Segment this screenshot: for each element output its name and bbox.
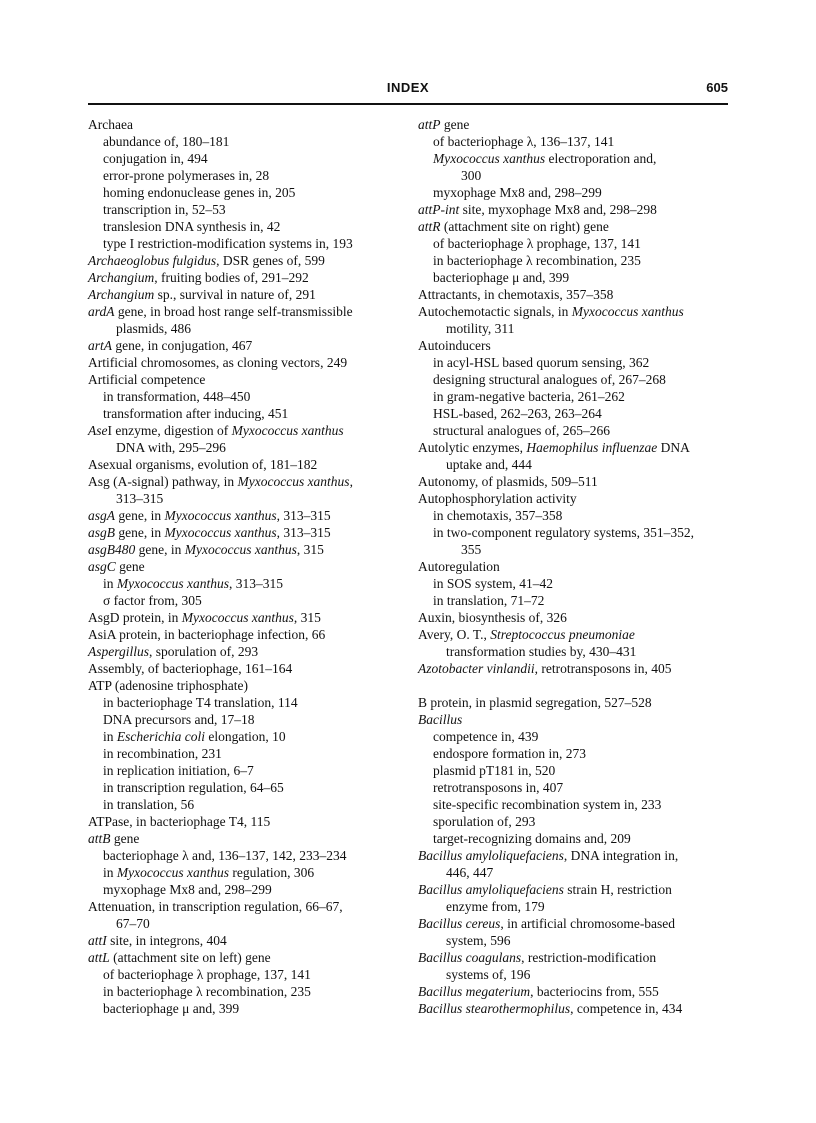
index-subentry: in chemotaxis, 357–358 (433, 508, 563, 523)
index-entry: Aspergillus, sporulation of, 293 (88, 644, 259, 659)
index-subentry: endospore formation in, 273 (433, 746, 586, 761)
index-entry-continuation: 67–70 (116, 916, 150, 931)
index-entry: Archangium sp., survival in nature of, 291 (88, 287, 316, 302)
index-entry: asgC gene (88, 559, 145, 574)
index-subentry: myxophage Mx8 and, 298–299 (103, 882, 272, 897)
index-subentry: in recombination, 231 (103, 746, 222, 761)
index-column-right (418, 116, 730, 1017)
index-column-left (88, 116, 408, 1017)
index-entry: Azotobacter vinlandii, retrotransposons in, 405 (418, 661, 672, 676)
index-entry: Autoregulation (418, 559, 500, 574)
index-subentry: HSL-based, 262–263, 263–264 (433, 406, 602, 421)
index-subentry: homing endonuclease genes in, 205 (103, 185, 296, 200)
index-subentry: DNA precursors and, 17–18 (103, 712, 255, 727)
index-subentry-continuation: 300 (461, 168, 482, 183)
index-subentry: in acyl-HSL based quorum sensing, 362 (433, 355, 650, 370)
index-entry: ATPase, in bacteriophage T4, 115 (88, 814, 271, 829)
index-entry: Bacillus amyloliquefaciens, DNA integration in, (418, 848, 679, 863)
index-entry: Bacillus cereus, in artificial chromosome-based (418, 916, 676, 931)
index-subentry: of bacteriophage λ prophage, 137, 141 (433, 236, 641, 251)
index-entry: asgB gene, in Myxococcus xanthus, 313–315 (88, 525, 331, 540)
index-entry: AsgD protein, in Myxococcus xanthus, 315 (88, 610, 321, 625)
index-entry: B protein, in plasmid segregation, 527–528 (418, 695, 652, 710)
index-entry: ardA gene, in broad host range self-transmissible (88, 304, 353, 319)
index-subentry: in replication initiation, 6–7 (103, 763, 254, 778)
index-entry: Autonomy, of plasmids, 509–511 (418, 474, 598, 489)
index-subentry: in translation, 56 (103, 797, 195, 812)
index-entry: Asg (A-signal) pathway, in Myxococcus xanthus, (88, 474, 353, 489)
index-entry-continuation: DNA with, 295–296 (116, 440, 226, 455)
index-entry: Bacillus coagulans, restriction-modification (418, 950, 657, 965)
index-subentry: translesion DNA synthesis in, 42 (103, 219, 281, 234)
running-header (88, 80, 728, 100)
index-subentry: of bacteriophage λ prophage, 137, 141 (103, 967, 311, 982)
index-entry: Autophosphorylation activity (418, 491, 577, 506)
page-title: INDEX (386, 80, 430, 95)
index-entry: attP gene (418, 117, 470, 132)
index-subentry: in gram-negative bacteria, 261–262 (433, 389, 625, 404)
index-entry: Autochemotactic signals, in Myxococcus xanthus (418, 304, 684, 319)
index-section-gap (418, 677, 730, 694)
index-subentry: plasmid pT181 in, 520 (433, 763, 556, 778)
index-subentry: in Myxococcus xanthus, 313–315 (103, 576, 283, 591)
index-entry: Assembly, of bacteriophage, 161–164 (88, 661, 293, 676)
index-entry: attP-int site, myxophage Mx8 and, 298–298 (418, 202, 657, 217)
index-entry: attB gene (88, 831, 140, 846)
index-subentry: in bacteriophage T4 translation, 114 (103, 695, 298, 710)
index-subentry: competence in, 439 (433, 729, 539, 744)
index-entry: Avery, O. T., Streptococcus pneumoniae (418, 627, 635, 642)
index-subentry: Myxococcus xanthus electroporation and, (433, 151, 657, 166)
index-entry-continuation: 446, 447 (446, 865, 494, 880)
index-subentry: in bacteriophage λ recombination, 235 (103, 984, 311, 999)
index-subentry: transcription in, 52–53 (103, 202, 226, 217)
index-subentry: sporulation of, 293 (433, 814, 536, 829)
index-subentry: in bacteriophage λ recombination, 235 (433, 253, 641, 268)
index-subentry: abundance of, 180–181 (103, 134, 230, 149)
index-entry: AseI enzyme, digestion of Myxococcus xanthus (88, 423, 344, 438)
index-subentry: type I restriction-modification systems in, 193 (103, 236, 353, 251)
index-entry: Archaeoglobus fulgidus, DSR genes of, 599 (88, 253, 325, 268)
index-entry: Bacillus amyloliquefaciens strain H, restriction (418, 882, 672, 897)
index-subentry: structural analogues of, 265–266 (433, 423, 610, 438)
index-subentry: conjugation in, 494 (103, 151, 208, 166)
index-subentry: bacteriophage μ and, 399 (433, 270, 570, 285)
index-subentry: in Escherichia coli elongation, 10 (103, 729, 286, 744)
index-entry: Auxin, biosynthesis of, 326 (418, 610, 567, 625)
index-entry: Attenuation, in transcription regulation, 66–67, (88, 899, 343, 914)
index-subentry: in Myxococcus xanthus regulation, 306 (103, 865, 315, 880)
index-entry: Asexual organisms, evolution of, 181–182 (88, 457, 318, 472)
index-entry: attL (attachment site on left) gene (88, 950, 271, 965)
index-entry-continuation: systems of, 196 (446, 967, 531, 982)
index-entry: Artificial chromosomes, as cloning vectors, 249 (88, 355, 348, 370)
index-subentry: in transcription regulation, 64–65 (103, 780, 284, 795)
index-subentry: in two-component regulatory systems, 351–352, (433, 525, 694, 540)
index-subentry: error-prone polymerases in, 28 (103, 168, 270, 183)
index-subentry: bacteriophage λ and, 136–137, 142, 233–234 (103, 848, 347, 863)
index-subentry: site-specific recombination system in, 233 (433, 797, 662, 812)
index-entry-continuation: transformation studies by, 430–431 (446, 644, 637, 659)
index-entry: Bacillus stearothermophilus, competence in, 434 (418, 1001, 683, 1016)
index-entry-continuation: system, 596 (446, 933, 511, 948)
index-entry: Archangium, fruiting bodies of, 291–292 (88, 270, 309, 285)
index-entry: Autolytic enzymes, Haemophilus influenzae DNA (418, 440, 690, 455)
index-entry: Artificial competence (88, 372, 206, 387)
index-entry: asgB480 gene, in Myxococcus xanthus, 315 (88, 542, 324, 557)
index-subentry: designing structural analogues of, 267–268 (433, 372, 666, 387)
index-entry: Attractants, in chemotaxis, 357–358 (418, 287, 614, 302)
index-subentry: myxophage Mx8 and, 298–299 (433, 185, 602, 200)
index-entry-continuation: enzyme from, 179 (446, 899, 545, 914)
index-entry: attR (attachment site on right) gene (418, 219, 609, 234)
index-entry: attI site, in integrons, 404 (88, 933, 227, 948)
index-entry-continuation: motility, 311 (446, 321, 515, 336)
index-subentry: in transformation, 448–450 (103, 389, 251, 404)
index-subentry: bacteriophage μ and, 399 (103, 1001, 240, 1016)
page-number: 605 (706, 80, 728, 95)
index-entry: ATP (adenosine triphosphate) (88, 678, 248, 693)
index-entry: Archaea (88, 117, 133, 132)
index-entry: Autoinducers (418, 338, 491, 353)
index-subentry: of bacteriophage λ, 136–137, 141 (433, 134, 615, 149)
index-subentry: retrotransposons in, 407 (433, 780, 564, 795)
index-entry: Bacillus megaterium, bacteriocins from, 555 (418, 984, 659, 999)
index-entry-continuation: plasmids, 486 (116, 321, 192, 336)
index-entry-continuation: 313–315 (116, 491, 164, 506)
index-entry: asgA gene, in Myxococcus xanthus, 313–315 (88, 508, 331, 523)
index-subentry-continuation: 355 (461, 542, 482, 557)
index-entry-continuation: uptake and, 444 (446, 457, 532, 472)
header-rule (88, 103, 728, 105)
index-entry: Bacillus (418, 712, 463, 727)
index-subentry: in SOS system, 41–42 (433, 576, 554, 591)
index-subentry: σ factor from, 305 (103, 593, 202, 608)
index-subentry: transformation after inducing, 451 (103, 406, 289, 421)
index-subentry: target-recognizing domains and, 209 (433, 831, 631, 846)
index-subentry: in translation, 71–72 (433, 593, 545, 608)
index-entry: artA gene, in conjugation, 467 (88, 338, 253, 353)
index-entry: AsiA protein, in bacteriophage infection, 66 (88, 627, 326, 642)
